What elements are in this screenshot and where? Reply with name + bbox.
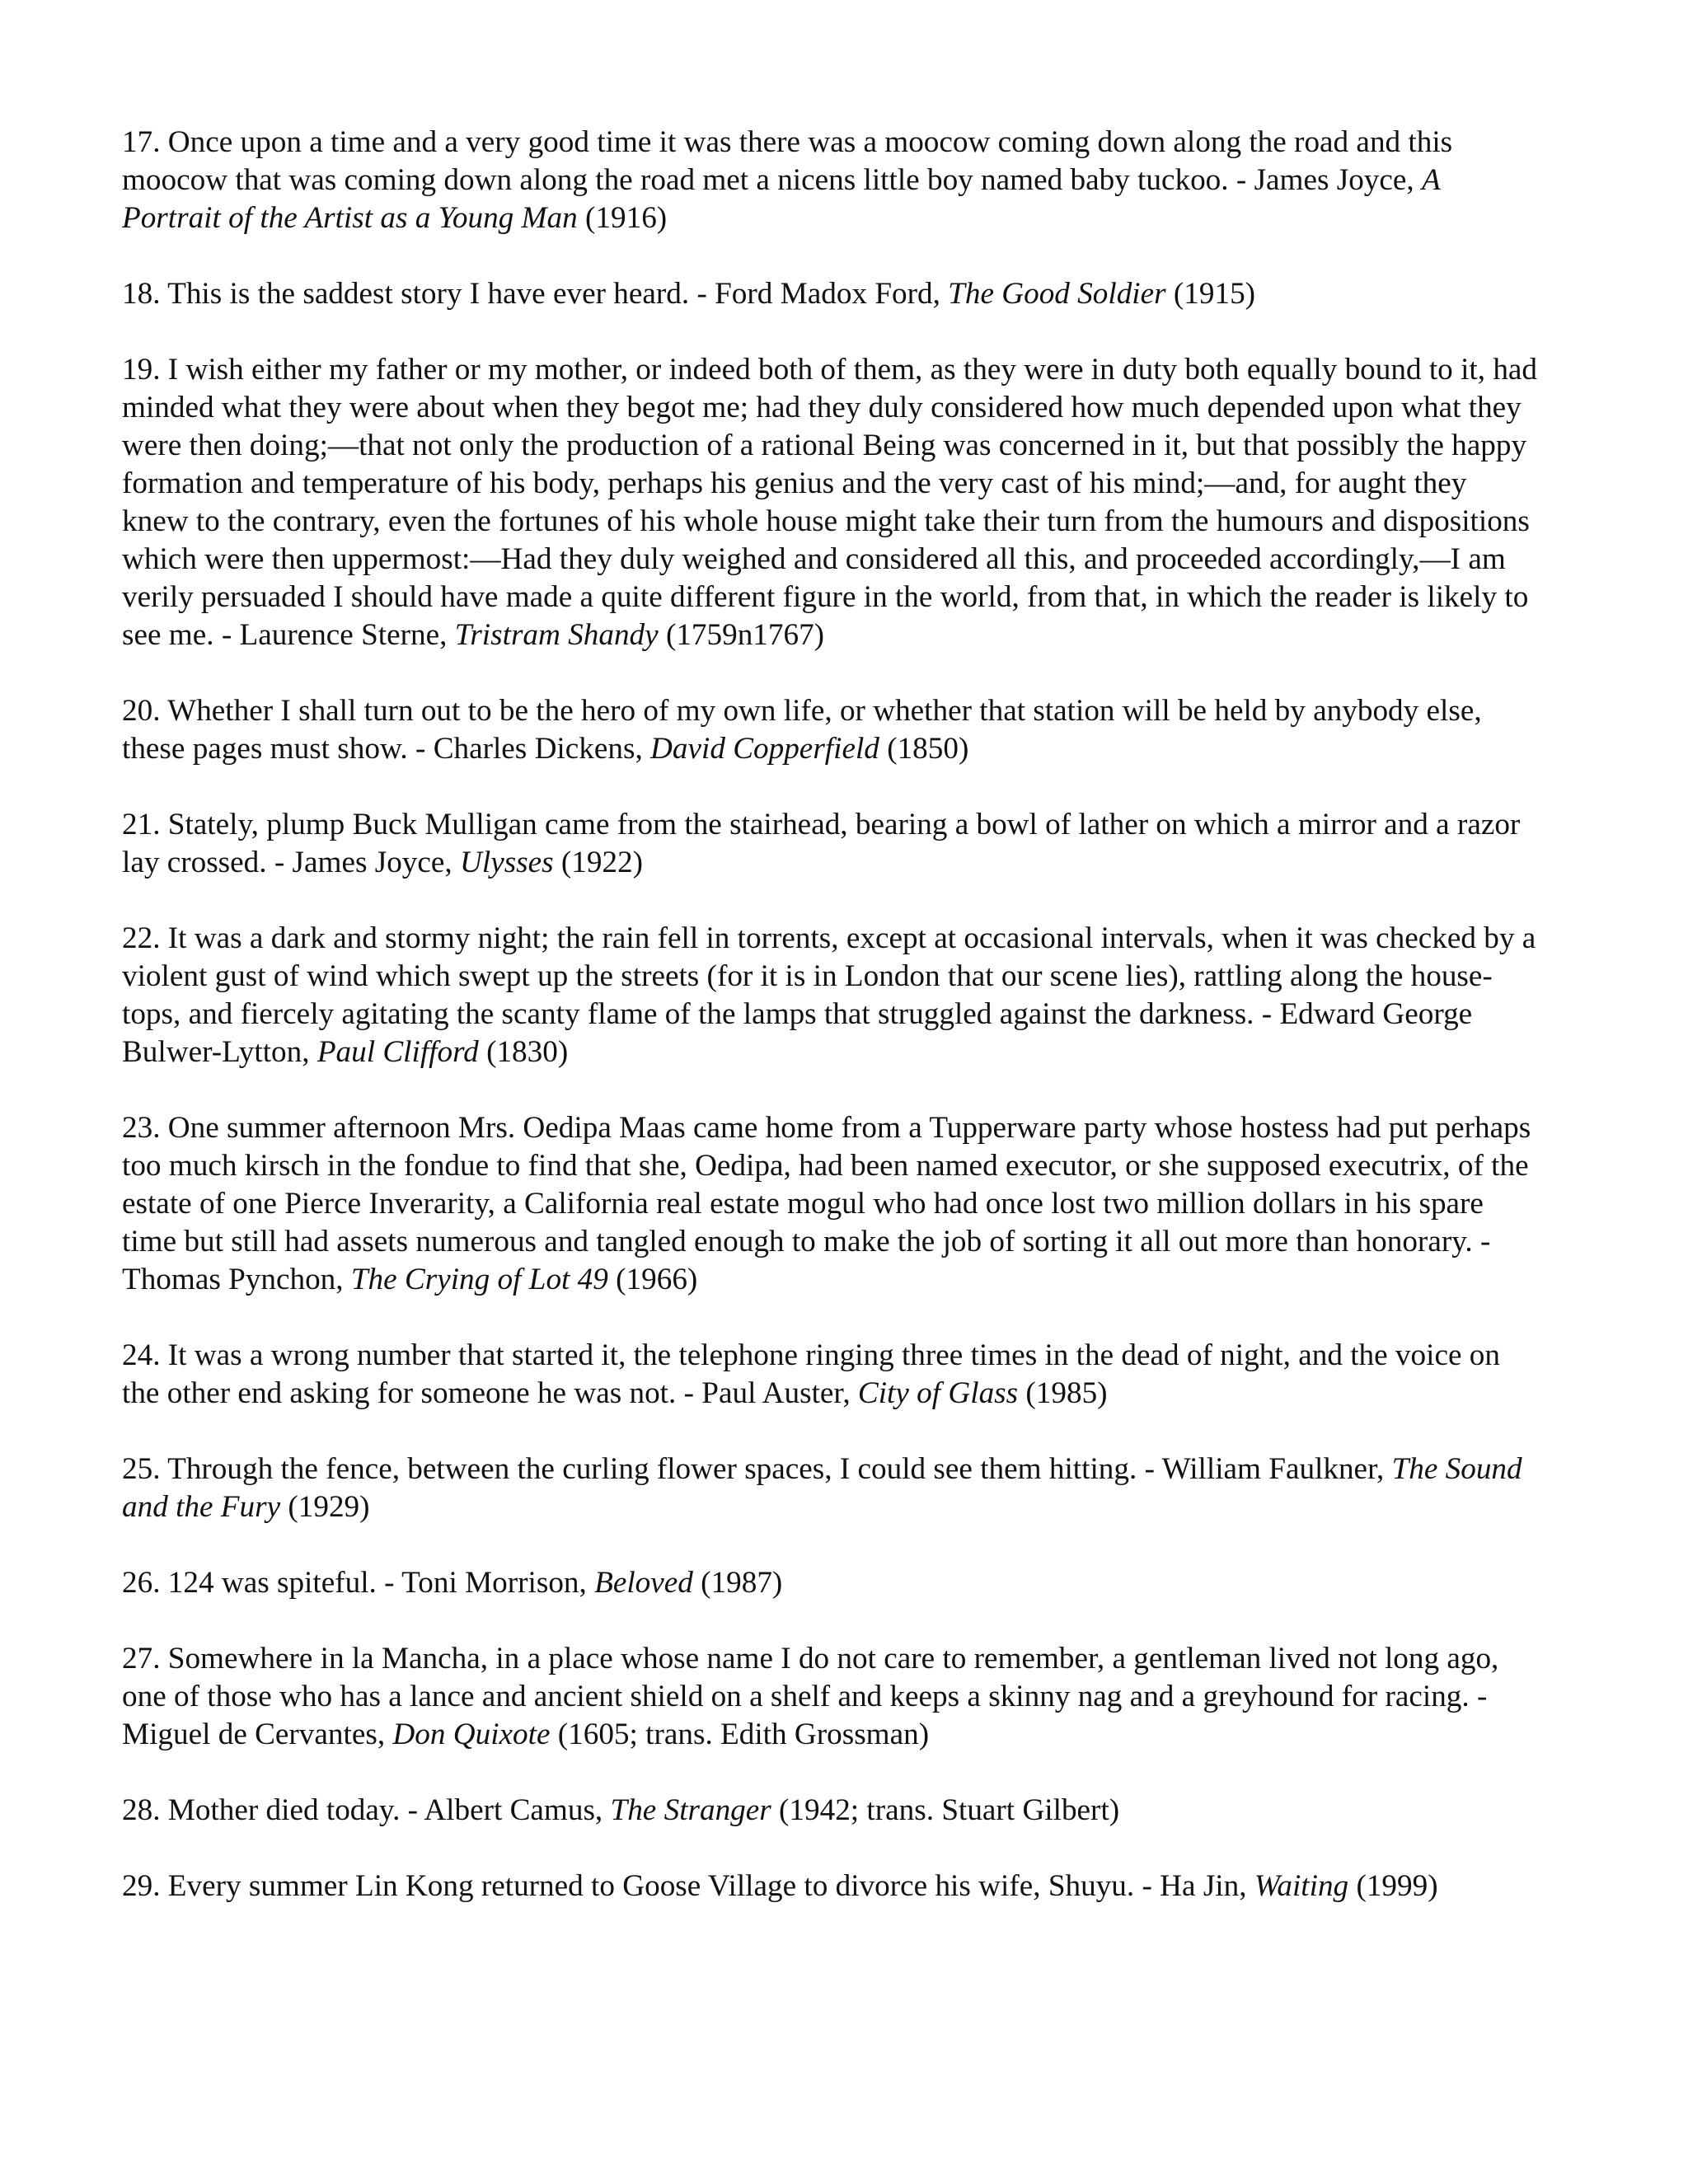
author: Edward George Bulwer-Lytton [122,997,1473,1069]
entry-number: 20. [122,694,161,728]
author: James Joyce [292,846,445,879]
publication-year: (1759n1767) [665,618,825,652]
book-title: David Copperfield [650,732,879,766]
quote-entry-23: 23. One summer afternoon Mrs. Oedipa Maas came home from a Tupperware party whose hostess had put perhaps too much kirsch in the fondue to find that she, Oedipa, had been named executor, or she supposed executrix, of the estate of one Pierce Inverarity, a California real estate mogul who had once lost two million dollars in his spare time but still had assets numerous and tangled enough to make the job of sorting it all out more than honorary. - Thomas Pynchon, The Crying of Lot 49 (1966) [122,1111,1531,1296]
book-title: City of Glass [857,1376,1019,1410]
quote-text: 124 was spiteful. [167,1566,377,1600]
quote-text: Somewhere in la Mancha, in a place whose name I do not care to remember, a gentleman lived not long ago, one of those who has a lance and ancient shield on a shelf and keeps a skinny nag and a greyhound for racing. [122,1642,1499,1713]
quote-entry-19: 19. I wish either my father or my mother, or indeed both of them, as they were in duty both equally bound to it, had minded what they were about when they begot me; had they duly considered how much depended upon what they were then doing;—that not only the production of a rational Being was concerned in it, but that possibly the happy formation and temperature of his body, perhaps his genius and the very cast of his mind;—and, for aught they knew to the contrary, even the fortunes of his whole house might take their turn from the humours and dispositions which were then uppermost:—Had they duly weighed and considered all this, and proceeded accordingly,—I am verily persuaded I should have made a quite different figure in the world, from that, in which the reader is likely to see me. - Laurence Sterne, Tristram Shandy (1759n1767) [122,353,1538,652]
entry-number: 24. [122,1338,161,1372]
publication-year: (1850) [887,732,969,766]
quote-entry-21: 21. Stately, plump Buck Mulligan came from the stairhead, bearing a bowl of lather on which a mirror and a razor lay crossed. - James Joyce, Ulysses (1922) [122,808,1521,879]
publication-year: (1987) [701,1566,783,1600]
book-title: Beloved [594,1566,693,1600]
author: Laurence Sterne [239,618,440,652]
author: Albert Camus [424,1793,595,1827]
entry-number: 19. [122,353,161,387]
publication-year: (1966) [616,1263,698,1296]
quote-entry-24: 24. It was a wrong number that started it, the telephone ringing three times in the dead of night, and the voice on the other end asking for someone he was not. - Paul Auster, City of Glass (1985) [122,1338,1500,1410]
quote-entry-29: 29. Every summer Lin Kong returned to Goose Village to divorce his wife, Shuyu. - Ha Jin, Waiting (1999) [122,1869,1438,1903]
quote-entry-22: 22. It was a dark and stormy night; the rain fell in torrents, except at occasional intervals, when it was checked by a violent gust of wind which swept up the streets (for it is in London that our scene lies), rattling along the house-tops, and fiercely agitating the scanty flame of the lamps that struggled against the darkness. - Edward George Bulwer-Lytton, Paul Clifford (1830) [122,921,1536,1069]
author: Charles Dickens [433,732,635,766]
quote-text: Mother died today. [167,1793,401,1827]
quote-entry-17: 17. Once upon a time and a very good time it was there was a moocow coming down along the road and this moocow that was coming down along the road met a nicens little boy named baby tuckoo. - James Joyce, A Portrait of the Artist as a Young Man (1916) [122,125,1453,235]
quote-entry-27: 27. Somewhere in la Mancha, in a place whose name I do not care to remember, a gentleman lived not long ago, one of those who has a lance and ancient shield on a shelf and keeps a skinny nag and a greyhound for racing. - Miguel de Cervantes, Don Quixote (1605; trans. Edith Grossman) [122,1642,1499,1751]
publication-year: (1999) [1356,1869,1438,1903]
book-title: Waiting [1254,1869,1349,1903]
author: Ha Jin [1160,1869,1240,1903]
quote-text: Once upon a time and a very good time it was there was a moocow coming down along the road and this moocow that was coming down along the road met a nicens little boy named baby tuckoo. [122,125,1453,197]
publication-year: (1915) [1173,277,1256,311]
book-title: The Stranger [610,1793,771,1827]
entry-number: 22. [122,921,161,955]
entry-number: 21. [122,808,161,841]
quote-entry-26: 26. 124 was spiteful. - Toni Morrison, Beloved (1987) [122,1566,783,1600]
quote-entry-28: 28. Mother died today. - Albert Camus, The Stranger (1942; trans. Stuart Gilbert) [122,1793,1120,1827]
book-title: Ulysses [460,846,554,879]
author: James Joyce [1254,163,1407,197]
book-title: The Good Soldier [948,277,1166,311]
publication-year: (1922) [560,846,644,879]
publication-year: (1942; trans. Stuart Gilbert) [779,1793,1120,1827]
publication-year: (1916) [585,201,668,235]
publication-year: (1929) [288,1490,370,1524]
quote-text: Whether I shall turn out to be the hero of my own life, or whether that station will be held by anybody else, these pages must show. [122,694,1482,766]
document-page [122,124,1540,1943]
quote-entry-20: 20. Whether I shall turn out to be the hero of my own life, or whether that station will be held by anybody else, these pages must show. - Charles Dickens, David Copperfield (1850) [122,694,1482,766]
publication-year: (1985) [1025,1376,1108,1410]
book-title: Don Quixote [392,1718,551,1751]
author: William Faulkner [1161,1452,1376,1486]
publication-year: (1830) [486,1035,569,1069]
quote-entry-18: 18. This is the saddest story I have ever heard. - Ford Madox Ford, The Good Soldier (1915) [122,277,1256,311]
book-title: The Crying of Lot 49 [350,1263,608,1296]
author: Toni Morrison [401,1566,579,1600]
entry-number: 27. [122,1642,161,1675]
quote-text: Stately, plump Buck Mulligan came from the stairhead, bearing a bowl of lather on which a mirror and a razor lay crossed. [122,808,1521,879]
quote-text: Through the fence, between the curling flower spaces, I could see them hitting. [167,1452,1137,1486]
book-title: Paul Clifford [316,1035,479,1069]
quote-text: Every summer Lin Kong returned to Goose Village to divorce his wife, Shuyu. [167,1869,1135,1903]
quote-text: One summer afternoon Mrs. Oedipa Maas came home from a Tupperware party whose hostess had put perhaps too much kirsch in the fondue to find that she, Oedipa, had been named executor, or she supposed executrix, of the estate of one Pierce Inverarity, a California real estate mogul who had once lost two million dollars in his spare time but still had assets numerous and tangled enough to make the job of sorting it all out more than honorary. [122,1111,1531,1258]
author: Paul Auster [701,1376,843,1410]
quote-text: I wish either my father or my mother, or indeed both of them, as they were in duty both equally bound to it, had minded what they were about when they begot me; had they duly considered how much depended upon what they were then doing;—that not only the production of a rational Being was concerned in it, but that possibly the happy formation and temperature of his body, perhaps his genius and the very cast of his mind;—and, for aught they knew to the contrary, even the fortunes of his whole house might take their turn from the humours and dispositions which were then uppermost:—Had they duly weighed and considered all this, and proceeded accordingly,—I am verily persuaded I should have made a quite different figure in the world, from that, in which the reader is likely to see me. [122,353,1538,652]
quote-text: It was a dark and stormy night; the rain fell in torrents, except at occasional intervals, when it was checked by a violent gust of wind which swept up the streets (for it is in London that our scene lies), rattling along the house-tops, and fiercely agitating the scanty flame of the lamps that struggled against the darkness. [122,921,1536,1031]
entry-number: 23. [122,1111,161,1145]
entry-number: 18. [122,277,161,311]
entry-number: 28. [122,1793,161,1827]
book-title: A Portrait of the Artist as a Young Man [122,163,1441,235]
author: Ford Madox Ford [715,277,933,311]
entry-number: 29. [122,1869,161,1903]
book-title: Tristram Shandy [454,618,659,652]
author: Miguel de Cervantes [122,1718,377,1751]
entry-number: 17. [122,125,161,159]
author: Thomas Pynchon [122,1263,336,1296]
entry-number: 25. [122,1452,161,1486]
entry-number: 26. [122,1566,161,1600]
quote-entry-25: 25. Through the fence, between the curling flower spaces, I could see them hitting. - William Faulkner, The Sound and the Fury (1929) [122,1452,1522,1524]
book-title: The Sound and the Fury [122,1452,1522,1524]
quote-text: This is the saddest story I have ever heard. [167,277,690,311]
quote-text: It was a wrong number that started it, the telephone ringing three times in the dead of night, and the voice on the other end asking for someone he was not. [122,1338,1500,1410]
publication-year: (1605; trans. Edith Grossman) [557,1718,930,1751]
